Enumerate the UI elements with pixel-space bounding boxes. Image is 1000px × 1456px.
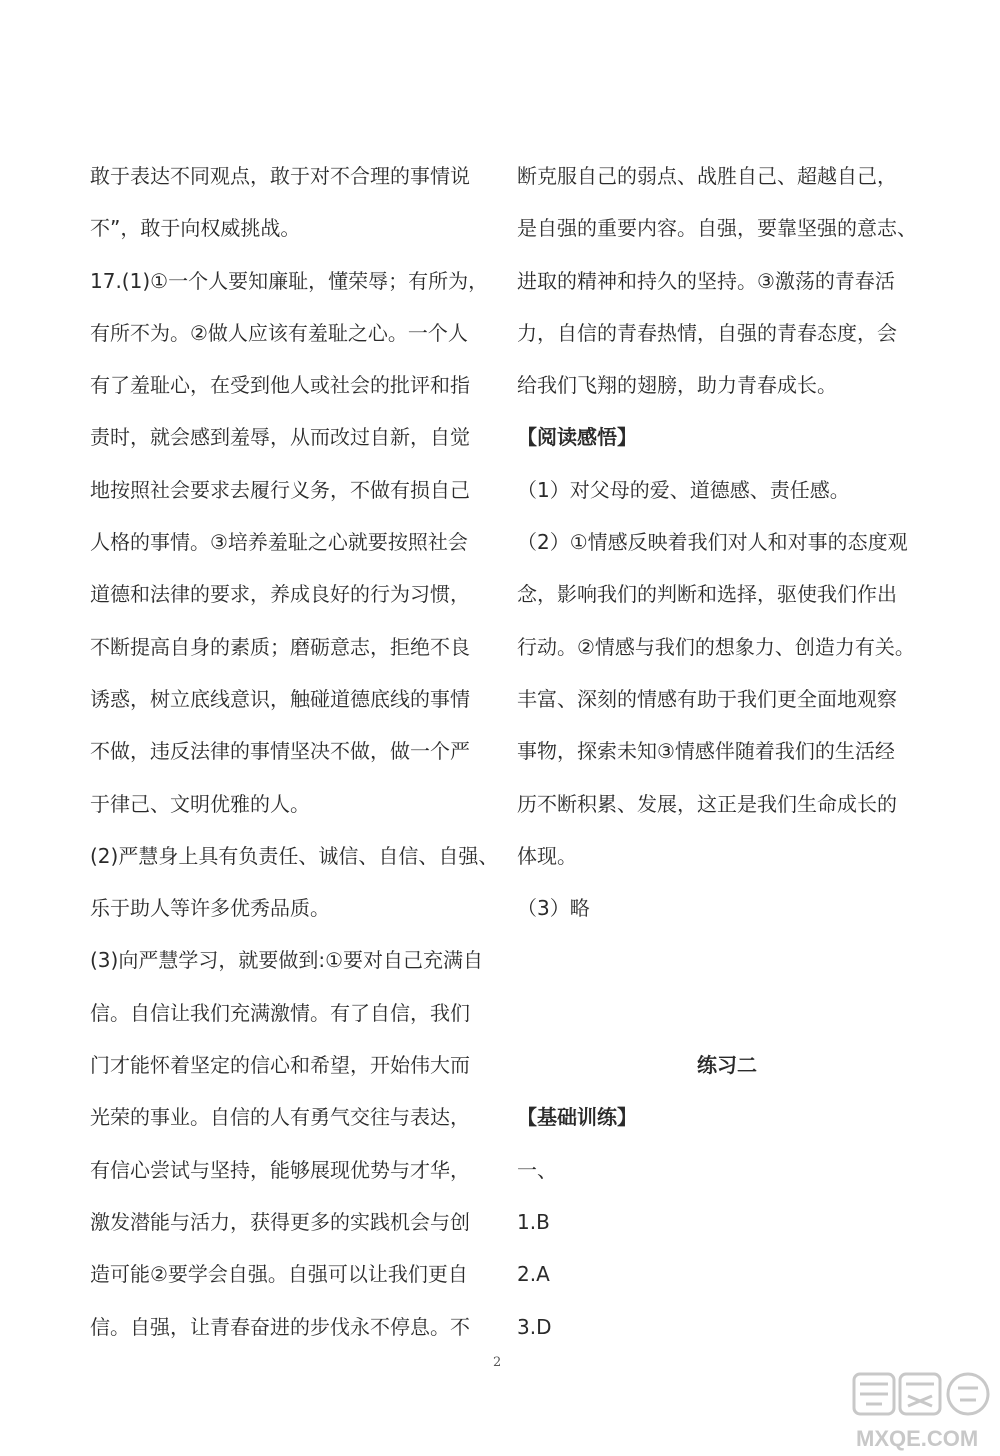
text-line: 不断提高自身的素质；磨砺意志，拒绝不良 <box>90 634 470 659</box>
exercise-title: 练习二 <box>697 1053 757 1078</box>
answer-line: 体现。 <box>517 843 577 868</box>
text-line: 责时，就会感到羞辱，从而改过自新，自觉 <box>90 425 470 450</box>
blank-line <box>517 987 917 1039</box>
text-line: (3)向严慧学习，就要做到:①要对自己充满自 <box>90 948 483 973</box>
answer-line: （3）略 <box>517 896 590 921</box>
text-line: 不”，敢于向权威挑战。 <box>90 216 301 241</box>
text-line: 激发潜能与活力，获得更多的实践机会与创 <box>90 1209 470 1234</box>
answer-item: 1.B <box>517 1209 550 1234</box>
section-marker: 一、 <box>517 1157 557 1182</box>
text-line: 人格的事情。③培养羞耻之心就要按照社会 <box>90 530 468 555</box>
answer-item: 3.D <box>517 1314 552 1339</box>
answer-line: （1）对父母的爱、道德感、责任感。 <box>517 477 850 502</box>
text-line: 地按照社会要求去履行义务，不做有损自己 <box>90 477 470 502</box>
answer-line: 念，影响我们的判断和选择，驱使我们作出 <box>517 582 897 607</box>
text-line: 于律己、文明优雅的人。 <box>90 791 310 816</box>
text-line: 是自强的重要内容。自强，要靠坚强的意志、 <box>517 216 917 241</box>
reading-heading: 【阅读感悟】 <box>517 425 637 450</box>
left-column <box>90 150 499 1353</box>
text-line: 门才能怀着坚定的信心和希望，开始伟大而 <box>90 1053 470 1078</box>
svg-text:MXQE.COM: MXQE.COM <box>856 1426 979 1451</box>
text-line: 进取的精神和持久的坚持。③激荡的青春活 <box>517 268 895 293</box>
text-line: 力，自信的青春热情，自强的青春态度，会 <box>517 320 897 345</box>
text-line: 有了羞耻心，在受到他人或社会的批评和指 <box>90 373 470 398</box>
answer-line: 历不断积累、发展，这正是我们生命成长的 <box>517 791 897 816</box>
text-line: 光荣的事业。自信的人有勇气交往与表达， <box>90 1105 470 1130</box>
text-line: 有信心尝试与坚持，能够展现优势与才华， <box>90 1157 470 1182</box>
blank-line <box>517 934 917 986</box>
page-number: 2 <box>493 1355 502 1370</box>
right-column <box>517 150 917 1353</box>
answer-item: 2.A <box>517 1262 550 1287</box>
text-line: 造可能②要学会自强。自强可以让我们更自 <box>90 1262 468 1287</box>
text-line: (2)严慧身上具有负责任、诚信、自信、自强、 <box>90 843 499 868</box>
answer-line: 事物，探索未知③情感伴随着我们的生活经 <box>517 739 895 764</box>
answer-line: 行动。②情感与我们的想象力、创造力有关。 <box>517 634 915 659</box>
text-line: 信。自强，让青春奋进的步伐永不停息。不 <box>90 1314 470 1339</box>
answer-line: 丰富、深刻的情感有助于我们更全面地观察 <box>517 686 897 711</box>
text-line: 断克服自己的弱点、战胜自己、超越自己， <box>517 164 897 188</box>
basic-heading: 【基础训练】 <box>517 1105 637 1130</box>
text-line: 诱惑，树立底线意识，触碰道德底线的事情 <box>90 686 470 711</box>
watermark-logo <box>848 1370 998 1454</box>
text-line: 有所不为。②做人应该有羞耻之心。一个人 <box>90 320 468 345</box>
text-line: 乐于助人等许多优秀品质。 <box>90 896 330 921</box>
text-line: 信。自信让我们充满激情。有了自信，我们 <box>90 1000 470 1025</box>
answer-line: （2）①情感反映着我们对人和对事的态度观 <box>517 530 908 555</box>
text-line: 17.(1)①一个人要知廉耻，懂荣辱；有所为， <box>90 268 489 293</box>
text-line: 给我们飞翔的翅膀，助力青春成长。 <box>517 373 837 398</box>
text-line: 道德和法律的要求，养成良好的行为习惯， <box>90 582 470 607</box>
text-line: 敢于表达不同观点，敢于对不合理的事情说 <box>90 164 470 188</box>
text-line: 不做，违反法律的事情坚决不做，做一个严 <box>90 739 470 764</box>
